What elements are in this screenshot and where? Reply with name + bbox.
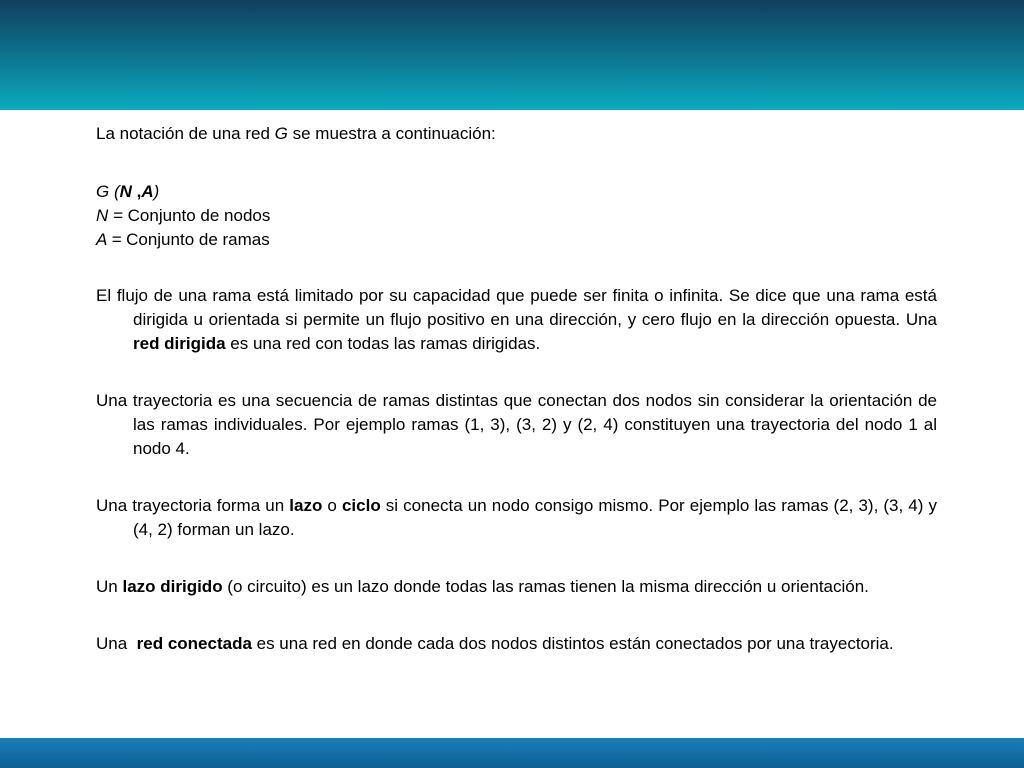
intro-graph-symbol: G (274, 124, 288, 143)
connected-text-before: Una (96, 634, 137, 653)
slide-content (96, 122, 937, 656)
notation-separator: , (131, 182, 142, 201)
arcs-symbol: A (96, 230, 107, 249)
arcs-equals: = (106, 230, 127, 249)
intro-text-after: se muestra a continuación: (287, 124, 496, 143)
footer-banner (0, 738, 1024, 768)
nodes-text: Conjunto de nodos (127, 206, 271, 225)
nodes-symbol: N (96, 206, 109, 225)
arcs-symbol-bold: A (141, 182, 154, 201)
directed-loop-text-after: (o circuito) es un lazo donde todas las ramas tienen la misma dirección u orientación. (222, 577, 869, 596)
arcs-definition (96, 228, 937, 252)
intro-line (96, 122, 937, 146)
loop-text-after: si conecta un nodo consigo mismo. Por ejemplo las ramas (2, 3), (3, 4) y (4, 2) forman un lazo. (133, 496, 938, 539)
connected-text-after: es una red en donde cada dos nodos distintos están conectados por una trayectoria. (251, 634, 894, 653)
graph-notation (96, 180, 937, 204)
loop-text-middle: o (322, 496, 342, 515)
close-paren: ) (153, 182, 160, 201)
connected-bold-term: red conectada (136, 634, 252, 653)
loop-paragraph (96, 494, 937, 542)
flow-bold-term: red dirigida (133, 334, 226, 353)
directed-loop-text-before: Un (96, 577, 123, 596)
flow-text-before: El flujo de una rama está limitado por su capacidad que puede ser finita o infinita. Se dice que una rama está dirigida u orientada si permite un flujo positivo en una dirección, y cero flujo en la dirección opuesta. Una (96, 286, 937, 329)
arcs-text: Conjunto de ramas (126, 230, 270, 249)
path-paragraph: Una trayectoria es una secuencia de ramas distintas que conectan dos nodos sin considerar la orientación de las ramas individuales. Por ejemplo ramas (1, 3), (3, 2) y (2, 4) constituyen una trayectoria del nodo 1 al nodo 4. (96, 391, 937, 458)
nodes-symbol-bold: N (119, 182, 132, 201)
directed-loop-paragraph (96, 575, 937, 599)
flow-paragraph (96, 284, 937, 356)
graph-symbol: G (96, 182, 110, 201)
loop-bold-lazo: lazo (289, 496, 323, 515)
open-paren: ( (109, 182, 120, 201)
header-banner (0, 0, 1024, 110)
flow-text-after: es una red con todas las ramas dirigidas. (225, 334, 541, 353)
loop-bold-ciclo: ciclo (341, 496, 381, 515)
nodes-definition (96, 204, 937, 228)
directed-loop-bold-term: lazo dirigido (122, 577, 223, 596)
nodes-equals: = (108, 206, 128, 225)
loop-text-before: Una trayectoria forma un (96, 496, 290, 515)
connected-paragraph (96, 632, 937, 656)
intro-text-before: La notación de una red (96, 124, 275, 143)
